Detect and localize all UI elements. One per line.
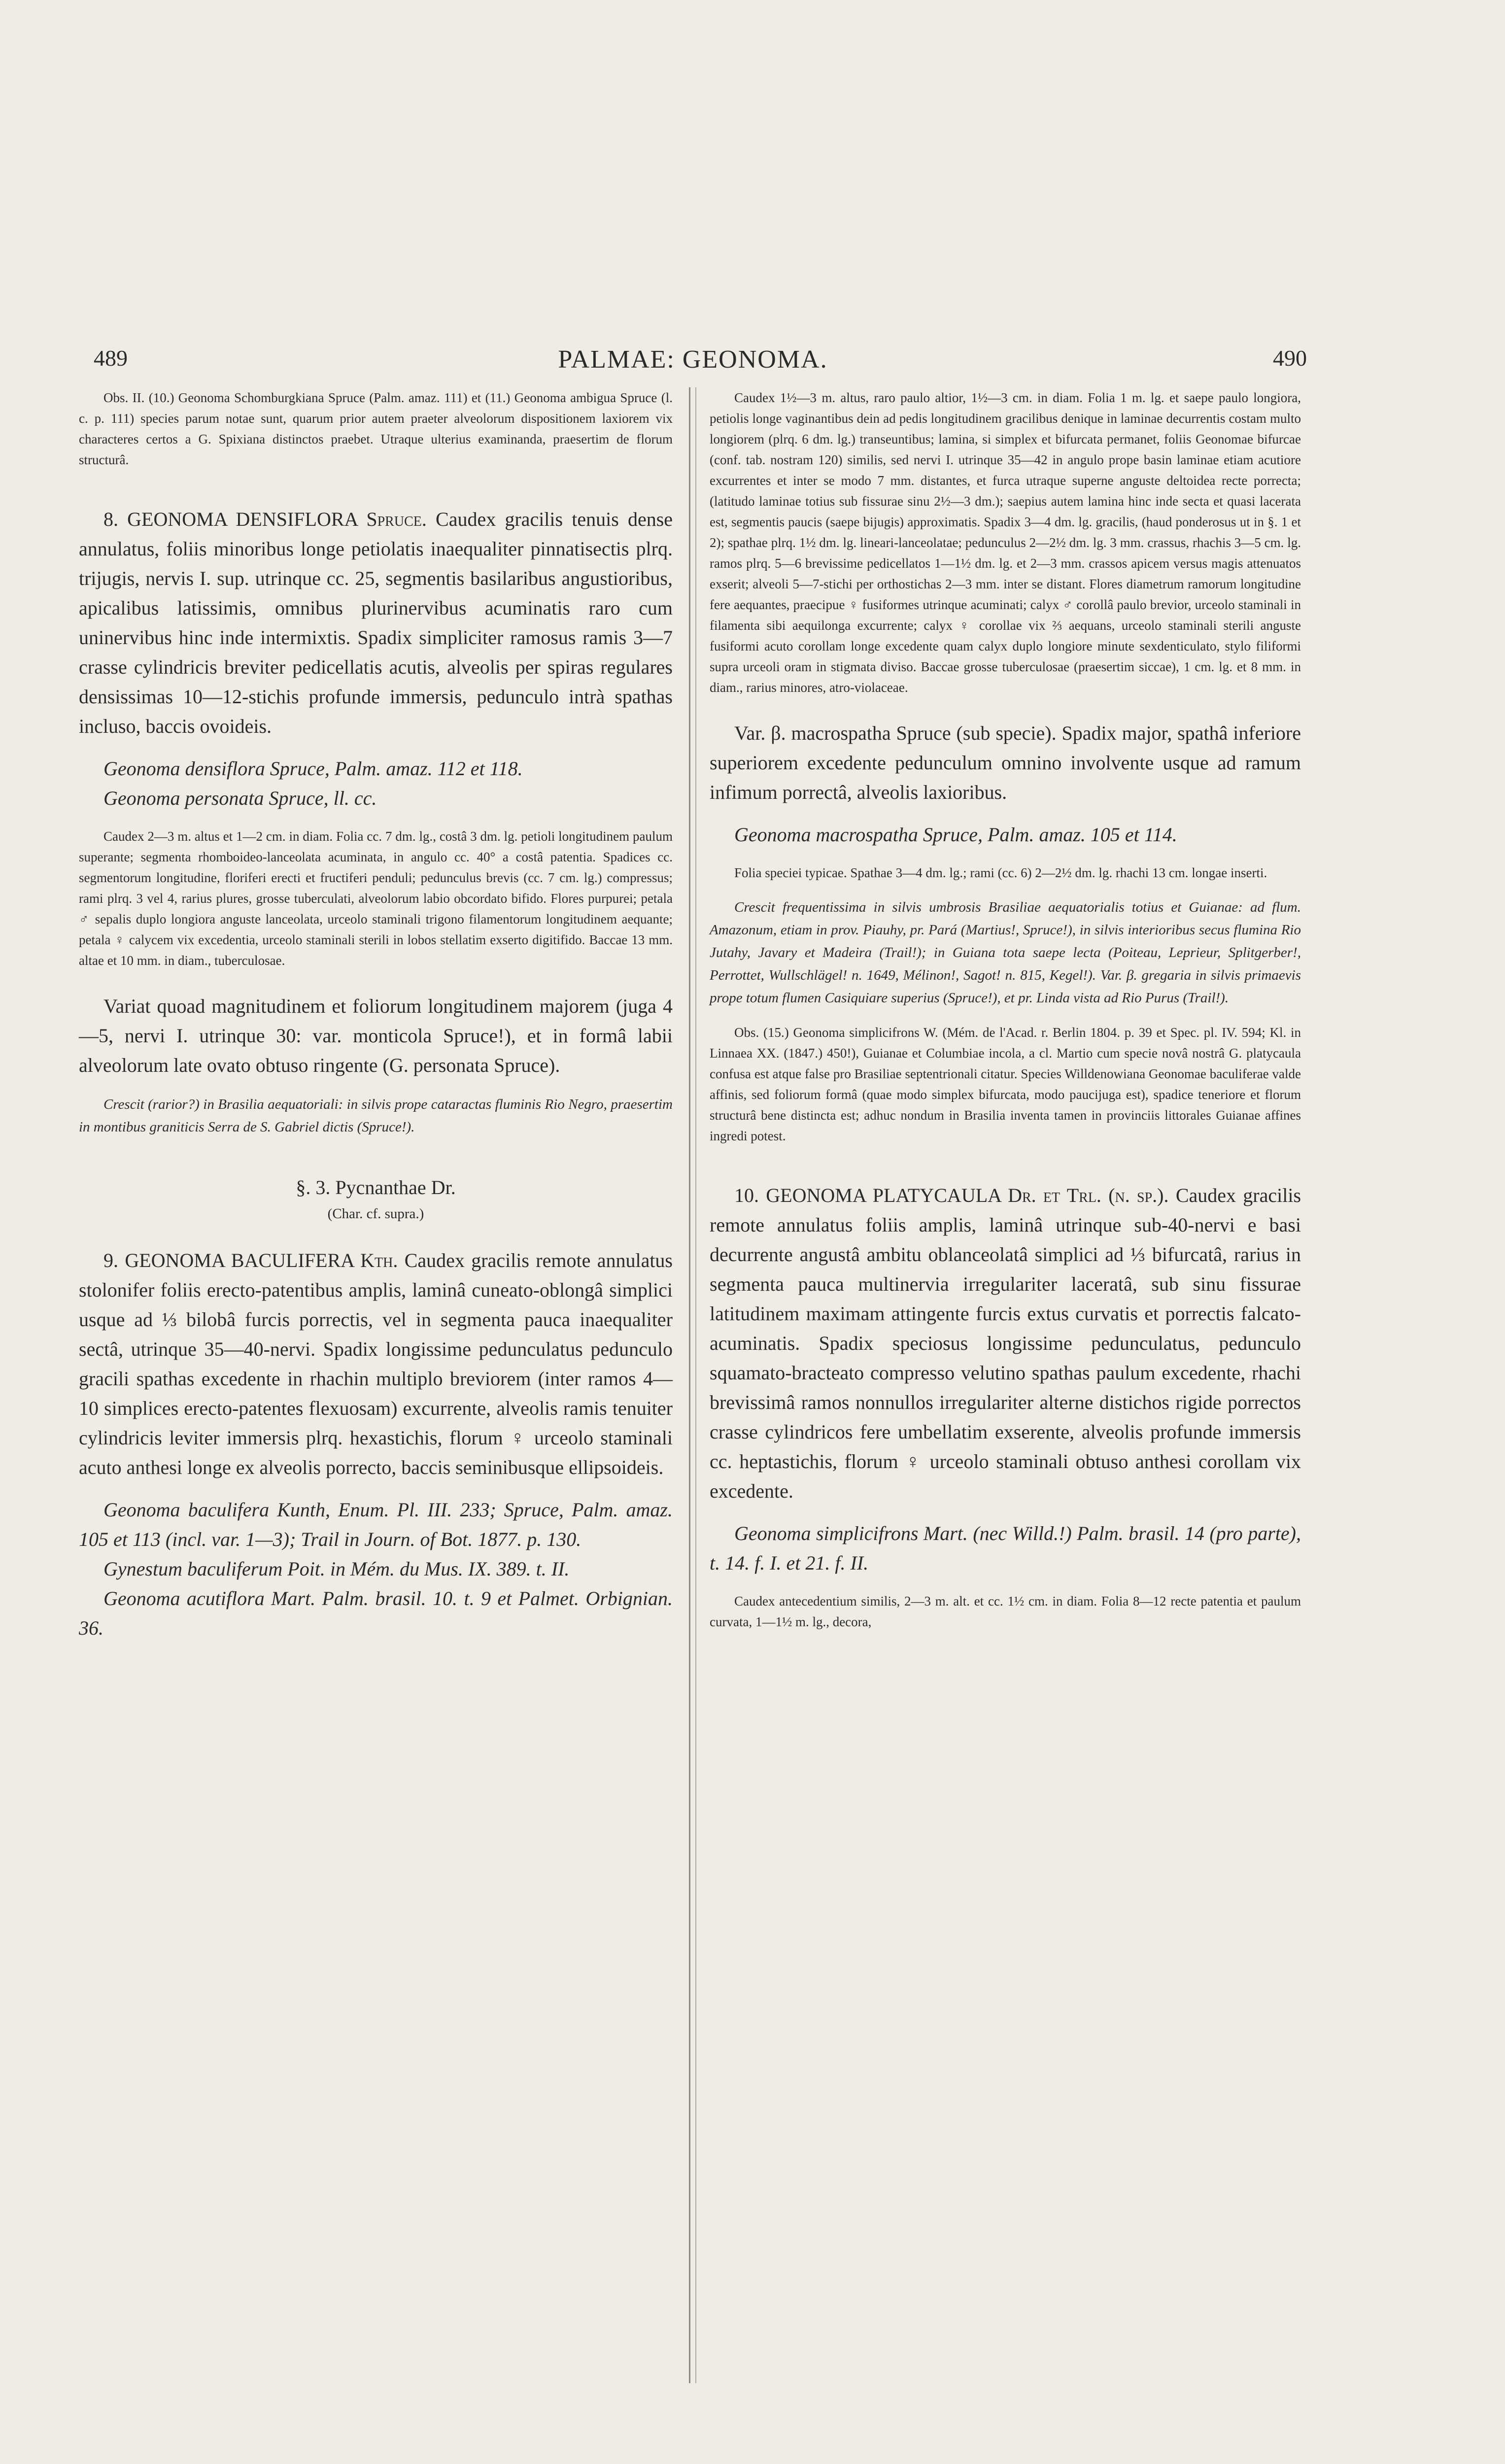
species-8-synonym: Geonoma densiflora Spruce, Palm. amaz. 112 et 118.	[103, 757, 523, 780]
species-8-variation: Variat quoad magnitudinem et foliorum longitudinem majorem (juga 4—5, nervi I. utrinque 30: var. monticola Spruce!), et in formâ labii alveolorum late ovato obtuso ringente (G. personata Spruce).	[79, 995, 673, 1076]
obs-15-note: Obs. (15.) Geonoma simplicifrons W. (Mém. de l'Acad. r. Berlin 1804. p. 39 et Spec. pl. IV. 594; Kl. in Linnaea XX. (1847.) 450!), Guianae et Columbiae incola, a cl. Martio cum specie novâ nostrâ G. platycaula confusa est atque false pro Brasiliae septentrionali citatur. Species Willdenowiana Geonomae baculiferae valde affinis, sed foliorum formâ (quae modo simplex bifurcata, modo paucijuga est), spadice teneriore et florum structurâ bene distincta est; adhuc nondum in Brasilia inventa tamen in provinciis littorales Guianae affines ingredi potest.	[710, 1025, 1301, 1143]
left-column	[79, 387, 673, 1643]
species-9-heading: 9. GEONOMA BACULIFERA Kth.	[103, 1249, 398, 1271]
variety-beta: Var. β. macrospatha Spruce (sub specie). Spadix major, spathâ inferiore superiorem excedente pedunculum omnino involvente usque ad ramum infimum porrectâ, alveolis laxioribus.	[710, 722, 1301, 803]
species-10-heading: 10. GEONOMA PLATYCAULA Dr. et Trl. (n. sp.).	[734, 1184, 1169, 1206]
species-8-description	[79, 505, 673, 741]
species-8-details: Caudex 2—3 m. altus et 1—2 cm. in diam. Folia cc. 7 dm. lg., costâ 3 dm. lg. petioli longitudinem paulum superante; segmenta rhomboideo-lanceolata acuminata, in angulo cc. 40° a costâ patentia. Spadices cc. segmentorum longitudine, floriferi erecti et fructiferi penduli; pedunculus brevis (cc. 7 cm. lg.) compressus; rami plrq. 3 vel 4, rarius plures, grosse tuberculati, alveolorum labio obcordato bifido. Flores purpurei; petala ♂ sepalis duplo longiora anguste lanceolata, urceolo staminali trigono filamentorum longitudinem aequante; petala ♀ calycem vix excedentia, urceolo staminali sterili in lobos stellatim exserto digitifido. Baccae 13 mm. altae et 10 mm. in diam., tuberculosae.	[79, 829, 673, 968]
species-9-synonym: Geonoma baculifera Kunth, Enum. Pl. III. 233; Spruce, Palm. amaz. 105 et 113 (incl. var. 1—3); Trail in Journ. of Bot. 1877. p. 130.	[79, 1499, 673, 1550]
species-8-diagnosis: Caudex gracilis tenuis dense annulatus, foliis minoribus longe petiolatis inaequaliter pinnatisectis plrq. trijugis, nervis I. sup. utrinque cc. 25, segmentis basilaribus angustioribus, apicalibus latissimis, omnibus plurinervibus acuminatis raro cum uninervibus hinc inde intermixtis. Spadix simpliciter ramosus ramis 3—7 crasse cylindricis breviter pedicellatis acutis, alveolis per spiras regulares densissimas 10—12-stichis profunde immersis, pedunculo intrà spathas incluso, baccis ovoideis.	[79, 508, 673, 737]
page-title: PALMAE: GEONOMA.	[558, 345, 828, 374]
species-10-description	[710, 1181, 1301, 1506]
obs-ii-note: Obs. II. (10.) Geonoma Schomburgkiana Spruce (Palm. amaz. 111) et (11.) Geonoma ambigua Spruce (l. c. p. 111) species parum notae sunt, quarum prior autem praeter alveolorum dispositionem laxiorem vix characteres certos a G. Spixiana distinctos praebet. Utraque ulterius examinanda, praesertim de florum structurâ.	[79, 390, 673, 467]
species-10-synonym: Geonoma simplicifrons Mart. (nec Willd.!) Palm. brasil. 14 (pro parte), t. 14. f. I. et 21. f. II.	[710, 1522, 1301, 1574]
species-10-details: Caudex antecedentium similis, 2—3 m. alt. et cc. 1½ cm. in diam. Folia 8—12 recte patentia et paulum curvata, 1—1½ m. lg., decora,	[710, 1594, 1301, 1629]
species-9-diagnosis: Caudex gracilis remote annulatus stolonifer foliis erecto-patentibus amplis, laminâ cuneato-oblongâ simplici usque ad ⅓ bilobâ furcis porrectis, vel in segmenta pauca inaequaliter sectâ, utrinque 35—40-nervi. Spadix longissime pedunculatus pedunculo gracili spathas excedente in rhachin multiplo breviorem (inter ramos 4—10 simplices erecto-patentes flexuosam) excurrente, alveolis ramis tenuiter cylindricis leviter immersis plrq. hexastichis, florum ♀ urceolo staminali acuto anthesi longe ex alveolis porrecto, baccis seminibusque ellipsoideis.	[79, 1249, 673, 1478]
page-number-left: 489	[94, 345, 128, 371]
species-8-synonym: Geonoma personata Spruce, ll. cc.	[103, 787, 377, 809]
section-note: (Char. cf. supra.)	[327, 1206, 424, 1222]
species-8-habitat: Crescit (rarior?) in Brasilia aequatoriali: in silvis prope cataractas fluminis Rio Negro, praesertim in montibus graniticis Serra de S. Gabriel dictis (Spruce!).	[79, 1096, 673, 1135]
column-divider	[689, 387, 696, 2383]
species-8-heading: 8. GEONOMA DENSIFLORA Spruce.	[103, 508, 427, 530]
species-9-details: Caudex 1½—3 m. altus, raro paulo altior, 1½—3 cm. in diam. Folia 1 m. lg. et saepe paulo longiora, petiolis longe vaginantibus dein ad pedis longitudinem gracilibus denique in laminae decurrentis costam multo longiorem (plrq. 6 dm. lg.) transeuntibus; lamina, si simplex et bifurcata permanet, foliis Geonomae bifurcae (conf. tab. nostram 120) similis, sed nervi I. utrinque 35—42 in angulo prope basin laminae etiam acutiore excurrentes et inter se modo 7 mm. distantes, et furca utraque superne anguste deltoidea recte porrecta; (latitudo laminae totius sub fissurae sinu 2½—3 dm.); saepius autem lamina hinc inde secta et quasi lacerata est, segmentis paucis (saepe bijugis) approximatis. Spadix 3—4 dm. lg. gracilis, (haud ponderosus ut in §. 1 et 2); spathae plrq. 1½ dm. lg. lineari-lanceolatae; pedunculus 2—2½ dm. lg. 3 mm. crassus, rhachis 3—5 cm. lg. ramos plrq. 5—6 brevissime pedicellatos 1—1½ dm. lg. et 2—3 mm. crassos apicem versus magis attenuatos exserit; alveoli 5—7-stichi per orthostichas 2—3 mm. inter se distant. Flores diametrum ramorum longitudine fere aequantes, praecipue ♀ fusiformes utrinque acuminati; calyx ♂ corollâ paulo brevior, urceolo staminali in filamenta sibi aequilonga excurrente; calyx ♀ corollae vix ⅔ aequans, urceolo staminali sterili anguste fusiformi acuto corollam longe excedente quam calyx duplo longiore minute sexdenticulato, stylo filiformi supra urceoli oram in stigmata diviso. Baccae grosse tuberculosae (praesertim siccae), 1 cm. lg. et 8 mm. in diam., rarius minores, atro-violaceae.	[710, 390, 1301, 695]
page-number-right: 490	[1273, 345, 1307, 371]
species-9-description	[79, 1246, 673, 1482]
species-9-synonym: Geonoma acutiflora Mart. Palm. brasil. 10. t. 9 et Palmet. Orbignian. 36.	[79, 1587, 673, 1639]
variety-beta-synonym: Geonoma macrospatha Spruce, Palm. amaz. 105 et 114.	[734, 823, 1177, 846]
species-9-habitat: Crescit frequentissima in silvis umbrosis Brasiliae aequatorialis totius et Guianae: ad flum. Amazonum, etiam in prov. Piauhy, pr. Pará (Martius!, Spruce!), in silvis interioribus secus flumina Rio Jutahy, Javary et Madeira (Trail!); in Guiana tota saepe lecta (Poiteau, Leprieur, Splitgerber!, Perrottet, Wullschlägel! n. 1649, Mélinon!, Sagot! n. 815, Kegel!). Var. β. gregaria in silvis primaevis prope totum flumen Casiquiare superius (Spruce!), et pr. Linda vista ad Rio Purus (Trail!).	[710, 899, 1301, 1006]
variety-beta-details: Folia speciei typicae. Spathae 3—4 dm. lg.; rami (cc. 6) 2—2½ dm. lg. rhachi 13 cm. longae inserti.	[734, 865, 1267, 880]
page-header	[79, 345, 1307, 379]
right-column	[710, 387, 1301, 1632]
species-10-diagnosis: Caudex gracilis remote annulatus foliis amplis, laminâ utrinque sub-40-nervi e basi decurrente angustâ ambitu oblanceolatâ simplici ad ⅓ bifurcatâ, rarius in segmenta pauca multinervia irregulariter laceratâ, sub sinu fissurae latitudinem maximam attingente furcis extus curvatis et porrectis falcato-acuminatis. Spadix speciosus longissime pedunculatus, pedunculo squamato-bracteato compresso velutino spathas paulum excedente, rhachi brevissimâ ramos nonnullos irregulariter alterne distichos rigide porrectos crasse cylindricos fere umbellatim exserente, alveolis profunde immersis cc. heptastichis, florum ♀ urceolo staminali obtuso anthesi corollam vix excedente.	[710, 1184, 1301, 1502]
section-heading: §. 3. Pycnanthae Dr.	[296, 1176, 456, 1198]
species-9-synonym: Gynestum baculiferum Poit. in Mém. du Mus. IX. 389. t. II.	[103, 1558, 570, 1580]
